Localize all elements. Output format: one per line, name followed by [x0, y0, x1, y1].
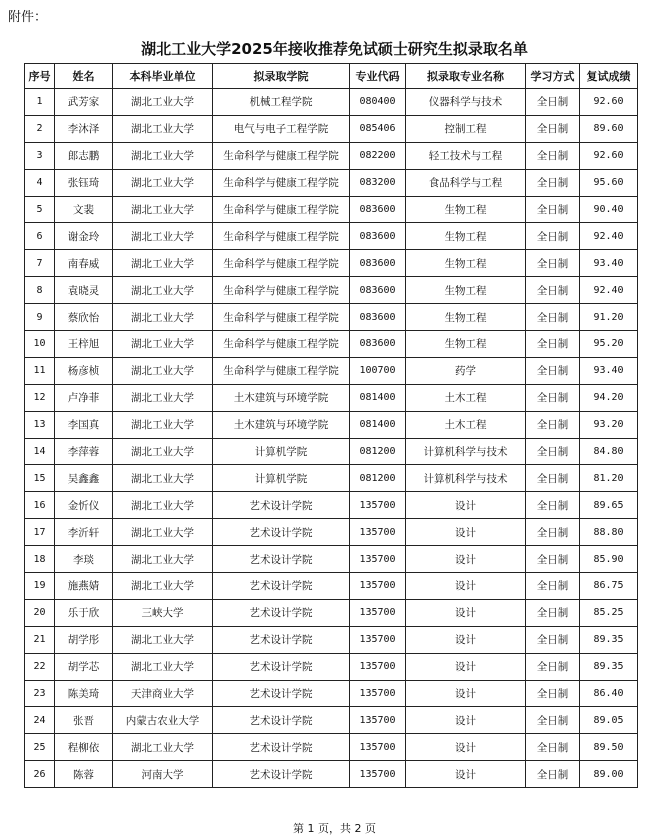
- table-cell: 17: [25, 519, 55, 546]
- column-header: 本科毕业单位: [113, 64, 213, 89]
- table-cell: 135700: [350, 492, 406, 519]
- table-row: [25, 89, 638, 116]
- table-cell: 湖北工业大学: [113, 626, 213, 653]
- table-cell: 26: [25, 761, 55, 788]
- table-cell: 135700: [350, 519, 406, 546]
- table-cell: 135700: [350, 599, 406, 626]
- table-cell: 胡学芯: [55, 653, 113, 680]
- document-title: 湖北工业大学2025年接收推荐免试硕士研究生拟录取名单: [141, 40, 528, 58]
- table-cell: 食品科学与工程: [406, 169, 526, 196]
- table-cell: 全日制: [526, 169, 580, 196]
- table-cell: 艺术设计学院: [213, 492, 350, 519]
- column-header: 序号: [25, 64, 55, 89]
- table-cell: 89.65: [580, 492, 638, 519]
- table-cell: 艺术设计学院: [213, 734, 350, 761]
- table-cell: 081200: [350, 465, 406, 492]
- table-cell: 083600: [350, 277, 406, 304]
- table-row: [25, 142, 638, 169]
- table-cell: 生命科学与健康工程学院: [213, 142, 350, 169]
- table-cell: 艺术设计学院: [213, 761, 350, 788]
- table-cell: 91.20: [580, 304, 638, 331]
- table-cell: 设计: [406, 492, 526, 519]
- table-cell: 艺术设计学院: [213, 546, 350, 573]
- column-header: 专业代码: [350, 64, 406, 89]
- table-row: [25, 304, 638, 331]
- table-row: [25, 384, 638, 411]
- column-header: 拟录取专业名称: [406, 64, 526, 89]
- table-cell: 李沐泽: [55, 115, 113, 142]
- table-row: [25, 196, 638, 223]
- table-cell: 艺术设计学院: [213, 573, 350, 600]
- table-cell: 135700: [350, 573, 406, 600]
- table-cell: 机械工程学院: [213, 89, 350, 116]
- table-cell: 083600: [350, 250, 406, 277]
- table-cell: 设计: [406, 761, 526, 788]
- table-cell: 083600: [350, 196, 406, 223]
- table-cell: 89.00: [580, 761, 638, 788]
- table-row: [25, 573, 638, 600]
- table-cell: 李沂轩: [55, 519, 113, 546]
- table-cell: 生命科学与健康工程学院: [213, 196, 350, 223]
- table-cell: 89.35: [580, 653, 638, 680]
- table-row: [25, 599, 638, 626]
- table-cell: 生物工程: [406, 277, 526, 304]
- table-cell: 杨彦桢: [55, 357, 113, 384]
- table-cell: 土木工程: [406, 384, 526, 411]
- table-cell: 全日制: [526, 277, 580, 304]
- table-cell: 三峡大学: [113, 599, 213, 626]
- table-cell: 9: [25, 304, 55, 331]
- table-cell: 93.40: [580, 357, 638, 384]
- table-cell: 设计: [406, 680, 526, 707]
- table-row: [25, 411, 638, 438]
- table-cell: 全日制: [526, 761, 580, 788]
- table-cell: 25: [25, 734, 55, 761]
- column-header: 拟录取学院: [213, 64, 350, 89]
- table-cell: 施燕婧: [55, 573, 113, 600]
- table-cell: 全日制: [526, 626, 580, 653]
- table-cell: 3: [25, 142, 55, 169]
- table-row: [25, 169, 638, 196]
- table-cell: 全日制: [526, 465, 580, 492]
- table-cell: 陈蓉: [55, 761, 113, 788]
- table-cell: 全日制: [526, 492, 580, 519]
- table-cell: 生物工程: [406, 250, 526, 277]
- table-cell: 生物工程: [406, 223, 526, 250]
- table-cell: 湖北工业大学: [113, 492, 213, 519]
- table-cell: 湖北工业大学: [113, 357, 213, 384]
- table-row: [25, 653, 638, 680]
- table-cell: 全日制: [526, 519, 580, 546]
- table-cell: 92.40: [580, 277, 638, 304]
- table-cell: 7: [25, 250, 55, 277]
- admission-table: [24, 63, 638, 788]
- table-cell: 生物工程: [406, 304, 526, 331]
- table-cell: 湖北工业大学: [113, 653, 213, 680]
- table-cell: 湖北工业大学: [113, 250, 213, 277]
- table-cell: 86.75: [580, 573, 638, 600]
- table-cell: 设计: [406, 626, 526, 653]
- table-cell: 湖北工业大学: [113, 438, 213, 465]
- table-cell: 12: [25, 384, 55, 411]
- attachment-label: 附件：: [8, 10, 48, 25]
- table-cell: 吴鑫鑫: [55, 465, 113, 492]
- table-cell: 湖北工业大学: [113, 223, 213, 250]
- table-cell: 4: [25, 169, 55, 196]
- table-row: [25, 546, 638, 573]
- table-cell: 085406: [350, 115, 406, 142]
- table-cell: 89.05: [580, 707, 638, 734]
- table-cell: 全日制: [526, 115, 580, 142]
- table-cell: 全日制: [526, 331, 580, 358]
- table-cell: 南春威: [55, 250, 113, 277]
- table-cell: 全日制: [526, 438, 580, 465]
- table-row: [25, 761, 638, 788]
- table-cell: 湖北工业大学: [113, 734, 213, 761]
- table-cell: 全日制: [526, 546, 580, 573]
- table-cell: 135700: [350, 626, 406, 653]
- table-cell: 天津商业大学: [113, 680, 213, 707]
- table-cell: 设计: [406, 734, 526, 761]
- table-cell: 郎志鹏: [55, 142, 113, 169]
- table-cell: 生命科学与健康工程学院: [213, 250, 350, 277]
- table-cell: 湖北工业大学: [113, 169, 213, 196]
- table-cell: 全日制: [526, 357, 580, 384]
- table-row: [25, 115, 638, 142]
- table-cell: 湖北工业大学: [113, 573, 213, 600]
- table-row: [25, 331, 638, 358]
- table-cell: 湖北工业大学: [113, 277, 213, 304]
- table-cell: 设计: [406, 599, 526, 626]
- column-header: 复试成绩: [580, 64, 638, 89]
- table-cell: 计算机科学与技术: [406, 438, 526, 465]
- table-cell: 卢净菲: [55, 384, 113, 411]
- table-cell: 083200: [350, 169, 406, 196]
- table-cell: 湖北工业大学: [113, 142, 213, 169]
- table-cell: 张晋: [55, 707, 113, 734]
- table-cell: 84.80: [580, 438, 638, 465]
- table-row: [25, 734, 638, 761]
- table-cell: 金忻仪: [55, 492, 113, 519]
- table-cell: 8: [25, 277, 55, 304]
- table-cell: 88.80: [580, 519, 638, 546]
- table-row: [25, 707, 638, 734]
- table-cell: 计算机学院: [213, 465, 350, 492]
- table-cell: 湖北工业大学: [113, 115, 213, 142]
- table-cell: 药学: [406, 357, 526, 384]
- table-row: [25, 492, 638, 519]
- table-cell: 083600: [350, 331, 406, 358]
- table-cell: 艺术设计学院: [213, 680, 350, 707]
- table-cell: 93.40: [580, 250, 638, 277]
- table-cell: 全日制: [526, 196, 580, 223]
- table-cell: 11: [25, 357, 55, 384]
- table-cell: 10: [25, 331, 55, 358]
- table-cell: 14: [25, 438, 55, 465]
- table-cell: 胡学彤: [55, 626, 113, 653]
- table-row: [25, 680, 638, 707]
- table-cell: 全日制: [526, 599, 580, 626]
- table-cell: 5: [25, 196, 55, 223]
- table-cell: 生命科学与健康工程学院: [213, 331, 350, 358]
- table-cell: 张钰琦: [55, 169, 113, 196]
- table-cell: 2: [25, 115, 55, 142]
- table-cell: 100700: [350, 357, 406, 384]
- column-header: 学习方式: [526, 64, 580, 89]
- table-cell: 92.60: [580, 142, 638, 169]
- table-cell: 89.50: [580, 734, 638, 761]
- table-cell: 135700: [350, 653, 406, 680]
- table-cell: 土木建筑与环境学院: [213, 384, 350, 411]
- table-cell: 艺术设计学院: [213, 707, 350, 734]
- table-cell: 86.40: [580, 680, 638, 707]
- table-cell: 艺术设计学院: [213, 653, 350, 680]
- table-row: [25, 250, 638, 277]
- table-cell: 95.60: [580, 169, 638, 196]
- table-cell: 92.60: [580, 89, 638, 116]
- table-cell: 土木工程: [406, 411, 526, 438]
- table-cell: 93.20: [580, 411, 638, 438]
- table-cell: 计算机学院: [213, 438, 350, 465]
- table-cell: 设计: [406, 707, 526, 734]
- table-row: [25, 223, 638, 250]
- table-cell: 生命科学与健康工程学院: [213, 304, 350, 331]
- table-cell: 控制工程: [406, 115, 526, 142]
- table-cell: 艺术设计学院: [213, 519, 350, 546]
- table-cell: 内蒙古农业大学: [113, 707, 213, 734]
- table-cell: 083600: [350, 304, 406, 331]
- table-cell: 18: [25, 546, 55, 573]
- table-cell: 081200: [350, 438, 406, 465]
- table-cell: 艺术设计学院: [213, 626, 350, 653]
- table-cell: 13: [25, 411, 55, 438]
- table-cell: 全日制: [526, 223, 580, 250]
- table-cell: 21: [25, 626, 55, 653]
- table-cell: 仪器科学与技术: [406, 89, 526, 116]
- column-header: 姓名: [55, 64, 113, 89]
- table-cell: 135700: [350, 761, 406, 788]
- table-cell: 袁晓灵: [55, 277, 113, 304]
- table-cell: 湖北工业大学: [113, 196, 213, 223]
- table-cell: 全日制: [526, 411, 580, 438]
- table-cell: 135700: [350, 734, 406, 761]
- table-cell: 1: [25, 89, 55, 116]
- table-cell: 23: [25, 680, 55, 707]
- table-cell: 王梓旭: [55, 331, 113, 358]
- table-cell: 全日制: [526, 653, 580, 680]
- table-row: [25, 438, 638, 465]
- table-cell: 16: [25, 492, 55, 519]
- table-cell: 89.35: [580, 626, 638, 653]
- table-cell: 全日制: [526, 707, 580, 734]
- table-cell: 全日制: [526, 680, 580, 707]
- table-cell: 081400: [350, 384, 406, 411]
- table-row: [25, 519, 638, 546]
- table-cell: 设计: [406, 519, 526, 546]
- table-cell: 设计: [406, 573, 526, 600]
- table-cell: 设计: [406, 546, 526, 573]
- table-cell: 乐于欣: [55, 599, 113, 626]
- table-cell: 全日制: [526, 573, 580, 600]
- table-row: [25, 277, 638, 304]
- table-cell: 89.60: [580, 115, 638, 142]
- table-cell: 081400: [350, 411, 406, 438]
- table-cell: 080400: [350, 89, 406, 116]
- table-cell: 计算机科学与技术: [406, 465, 526, 492]
- table-cell: 生命科学与健康工程学院: [213, 357, 350, 384]
- table-row: [25, 357, 638, 384]
- table-cell: 全日制: [526, 142, 580, 169]
- table-cell: 85.90: [580, 546, 638, 573]
- table-cell: 92.40: [580, 223, 638, 250]
- table-cell: 20: [25, 599, 55, 626]
- table-cell: 李国真: [55, 411, 113, 438]
- table-cell: 河南大学: [113, 761, 213, 788]
- table-cell: 蔡欣怡: [55, 304, 113, 331]
- table-cell: 135700: [350, 680, 406, 707]
- table-cell: 6: [25, 223, 55, 250]
- table-cell: 湖北工业大学: [113, 384, 213, 411]
- table-cell: 95.20: [580, 331, 638, 358]
- table-cell: 文裴: [55, 196, 113, 223]
- table-cell: 全日制: [526, 250, 580, 277]
- table-cell: 15: [25, 465, 55, 492]
- table-cell: 全日制: [526, 89, 580, 116]
- table-cell: 22: [25, 653, 55, 680]
- table-cell: 谢金玲: [55, 223, 113, 250]
- table-cell: 135700: [350, 546, 406, 573]
- table-cell: 19: [25, 573, 55, 600]
- table-cell: 全日制: [526, 734, 580, 761]
- table-cell: 90.40: [580, 196, 638, 223]
- table-cell: 24: [25, 707, 55, 734]
- table-cell: 94.20: [580, 384, 638, 411]
- table-cell: 设计: [406, 653, 526, 680]
- table-cell: 陈美琦: [55, 680, 113, 707]
- table-cell: 湖北工业大学: [113, 465, 213, 492]
- table-cell: 生命科学与健康工程学院: [213, 169, 350, 196]
- table-cell: 083600: [350, 223, 406, 250]
- table-cell: 082200: [350, 142, 406, 169]
- table-cell: 湖北工业大学: [113, 304, 213, 331]
- table-cell: 电气与电子工程学院: [213, 115, 350, 142]
- table-cell: 85.25: [580, 599, 638, 626]
- table-cell: 生命科学与健康工程学院: [213, 277, 350, 304]
- table-cell: 湖北工业大学: [113, 411, 213, 438]
- table-cell: 全日制: [526, 384, 580, 411]
- table-cell: 生命科学与健康工程学院: [213, 223, 350, 250]
- table-cell: 81.20: [580, 465, 638, 492]
- table-cell: 135700: [350, 707, 406, 734]
- table-cell: 湖北工业大学: [113, 89, 213, 116]
- table-row: [25, 626, 638, 653]
- table-row: [25, 465, 638, 492]
- table-cell: 土木建筑与环境学院: [213, 411, 350, 438]
- table-cell: 湖北工业大学: [113, 519, 213, 546]
- table-cell: 湖北工业大学: [113, 331, 213, 358]
- table-cell: 湖北工业大学: [113, 546, 213, 573]
- table-cell: 全日制: [526, 304, 580, 331]
- table-cell: 生物工程: [406, 196, 526, 223]
- table-header-row: [25, 64, 638, 89]
- table-cell: 艺术设计学院: [213, 599, 350, 626]
- table-cell: 李萍蓉: [55, 438, 113, 465]
- table-cell: 武芳家: [55, 89, 113, 116]
- table-cell: 轻工技术与工程: [406, 142, 526, 169]
- table-cell: 程柳依: [55, 734, 113, 761]
- page-footer: 第 1 页，共 2 页: [293, 822, 376, 835]
- table-cell: 生物工程: [406, 331, 526, 358]
- table-cell: 李琰: [55, 546, 113, 573]
